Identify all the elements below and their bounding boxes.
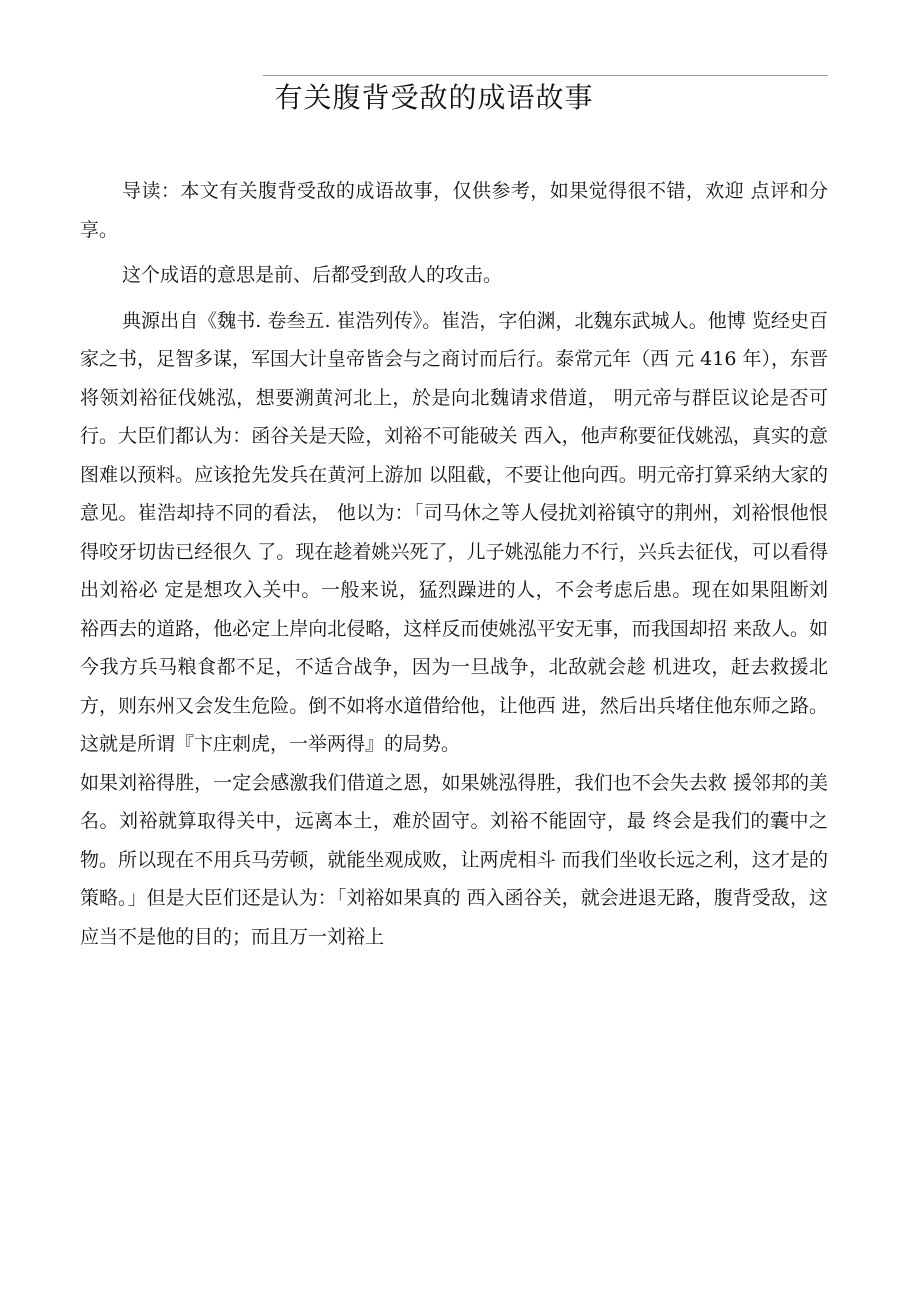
source-paragraph: 典源出自《魏书. 卷叁五. 崔浩列传》。崔浩，字伯渊，北魏东武城人。他博 览经史百家之书，足智多谋，军国大计皇帝皆会与之商讨而后行。泰常元年（西 元 416 年），东晋将领刘裕征伐姚泓，想要溯黄河北上，於是向北魏请求借道， 明元帝与群臣议论是否可行。大臣们都认为：函谷关是天险，刘裕不可能破关 西入，他声称要征伐姚泓，真实的意图难以预料。应该抢先发兵在黄河上游加 以阻截，不要让他向西。明元帝打算采纳大家的意见。崔浩却持不同的看法， 他以为：「司马休之等人侵扰刘裕镇守的荆州，刘裕恨他恨得咬牙切齿已经很久 了。现在趁着姚兴死了，儿子姚泓能力不行，兴兵去征伐，可以看得出刘裕必 定是想攻入关中。一般来说，猛烈躁进的人，不会考虑后患。现在如果阻断刘 裕西去的道路，他必定上岸向北侵略，这样反而使姚泓平安无事，而我国却招 来敌人。如今我方兵马粮食都不足，不适合战争，因为一旦战争，北敌就会趁 机进攻，赶去救援北方，则东州又会发生危险。倒不如将水道借给他，让他西 进，然后出兵堵住他东师之路。这就是所谓『卞庄刺虎，一举两得』的局势。 xyxy=(80,309,828,755)
header-rule xyxy=(263,75,828,76)
meaning-paragraph: 这个成语的意思是前、后都受到敌人的攻击。 xyxy=(122,264,503,286)
continuation-paragraph: 如果刘裕得胜，一定会感激我们借道之恩，如果姚泓得胜，我们也不会失去救 援邻邦的美名。刘裕就算取得关中，远离本土，难於固守。刘裕不能固守，最 终会是我们的囊中之物。所以现在不用兵马劳顿，就能坐观成败，让两虎相斗 而我们坐收长远之利，这才是的策略。」但是大臣们还是认为：「刘裕如果真的 西入函谷关，就会进退无路，腹背受敌，这应当不是他的目的；而且万一刘裕上 xyxy=(80,771,828,948)
document-body xyxy=(80,172,828,956)
intro-paragraph: 导读：本文有关腹背受敌的成语故事，仅供参考，如果觉得很不错，欢迎 点评和分享。 xyxy=(80,180,828,241)
page-title: 有关腹背受敌的成语故事 xyxy=(274,81,594,114)
